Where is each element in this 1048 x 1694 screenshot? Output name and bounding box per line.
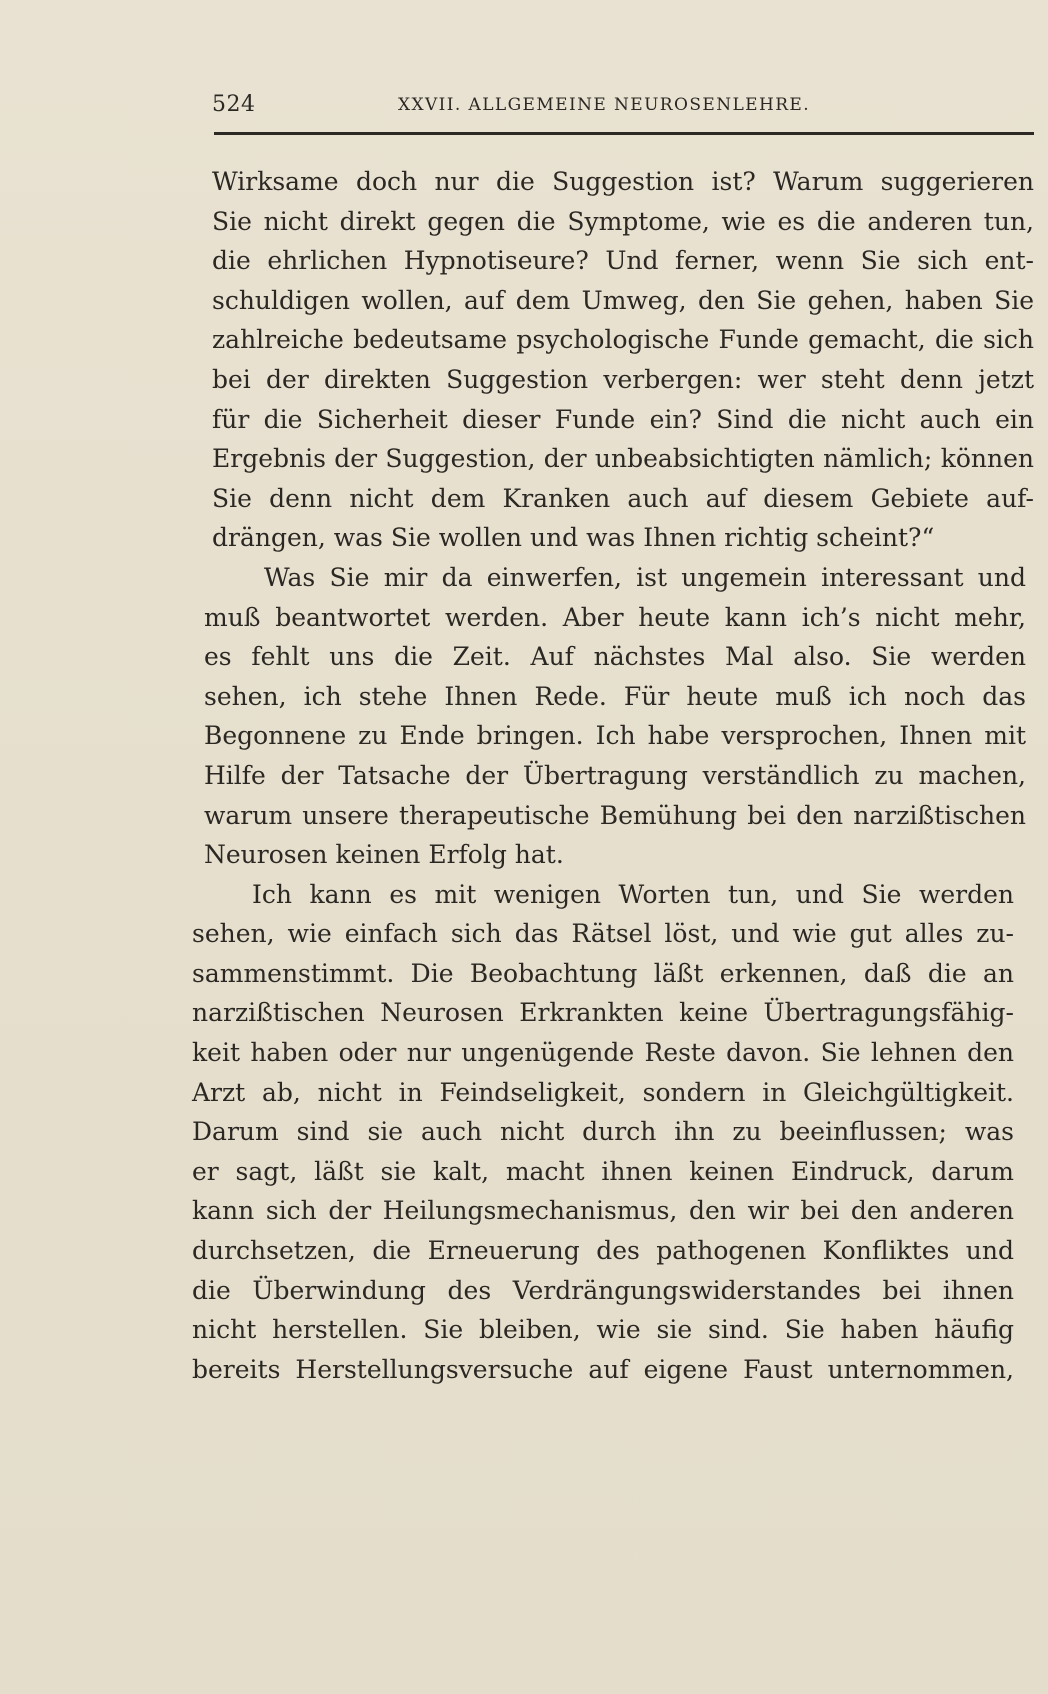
text-line: keit haben oder nur ungenügende Reste davon. Sie lehnen den <box>192 1038 1014 1068</box>
text-line: zahlreiche bedeutsame psychologische Funde gemacht, die sich <box>212 325 1034 355</box>
text-line: sehen, wie einfach sich das Rätsel löst, und wie gut alles zu- <box>192 919 1014 949</box>
paragraph-3 <box>192 875 1014 1390</box>
text-line: für die Sicherheit dieser Funde ein? Sind die nicht auch ein <box>212 404 1034 434</box>
paragraph-1 <box>212 162 1034 558</box>
text-line: narzißtischen Neurosen Erkrankten keine Übertragungsfähig- <box>192 998 1014 1028</box>
text-line: Ergebnis der Suggestion, der unbeabsichtigten nämlich; können <box>212 444 1034 474</box>
text-line: muß beantwortet werden. Aber heute kann ich’s nicht mehr, <box>204 602 1026 632</box>
text-line: Arzt ab, nicht in Feindseligkeit, sondern in Gleichgültigkeit. <box>192 1077 1014 1107</box>
text-line: Wirksame doch nur die Suggestion ist? Warum suggerieren <box>212 167 1034 196</box>
text-line: die Überwindung des Verdrängungswiderstandes bei ihnen <box>192 1275 1014 1305</box>
text-line: Sie nicht direkt gegen die Symptome, wie es die anderen tun, <box>212 206 1034 236</box>
text-line: bei der direkten Suggestion verbergen: wer steht denn jetzt <box>212 364 1034 394</box>
text-line: die ehrlichen Hypnotiseure? Und ferner, wenn Sie sich ent- <box>212 246 1034 276</box>
text-line: sehen, ich stehe Ihnen Rede. Für heute muß ich noch das <box>204 681 1026 711</box>
paragraph-2 <box>204 558 1026 875</box>
text-line: warum unsere therapeutische Bemühung bei den narzißtischen <box>204 800 1026 830</box>
text-line: durchsetzen, die Erneuerung des pathogenen Konfliktes und <box>192 1236 1014 1266</box>
text-line: Darum sind sie auch nicht durch ihn zu beeinflussen; was <box>192 1117 1014 1147</box>
text-line: Neurosen keinen Erfolg hat. <box>204 840 564 870</box>
header-rule <box>214 132 1034 135</box>
text-line: sammenstimmt. Die Beobachtung läßt erkennen, daß die an <box>192 958 1014 988</box>
text-line: Begonnene zu Ende bringen. Ich habe versprochen, Ihnen mit <box>204 721 1026 751</box>
text-line: schuldigen wollen, auf dem Umweg, den Sie gehen, haben Sie <box>212 285 1034 315</box>
text-line: Ich kann es mit wenigen Worten tun, und Sie werden <box>252 879 1014 909</box>
text-line: nicht herstellen. Sie bleiben, wie sie sind. Sie haben häufig <box>192 1315 1014 1345</box>
text-line: Hilfe der Tatsache der Übertragung verständlich zu machen, <box>204 760 1026 790</box>
text-line: er sagt, läßt sie kalt, macht ihnen keinen Eindruck, darum <box>192 1156 1014 1186</box>
page-header <box>212 92 1034 128</box>
text-line: Was Sie mir da einwerfen, ist ungemein interessant und <box>264 562 1026 592</box>
text-line: bereits Herstellungsversuche auf eigene Faust unternommen, <box>192 1354 1014 1384</box>
running-title: XXVII. ALLGEMEINE NEUROSENLEHRE. <box>398 95 811 115</box>
text-line: Sie denn nicht dem Kranken auch auf diesem Gebiete auf- <box>212 483 1034 513</box>
page-number: 524 <box>212 92 256 117</box>
text-line: es fehlt uns die Zeit. Auf nächstes Mal also. Sie werden <box>204 642 1026 672</box>
body-text <box>182 162 1034 1389</box>
text-line: kann sich der Heilungsmechanismus, den wir bei den anderen <box>192 1196 1014 1226</box>
text-line: drängen, was Sie wollen und was Ihnen richtig scheint?“ <box>212 523 935 553</box>
